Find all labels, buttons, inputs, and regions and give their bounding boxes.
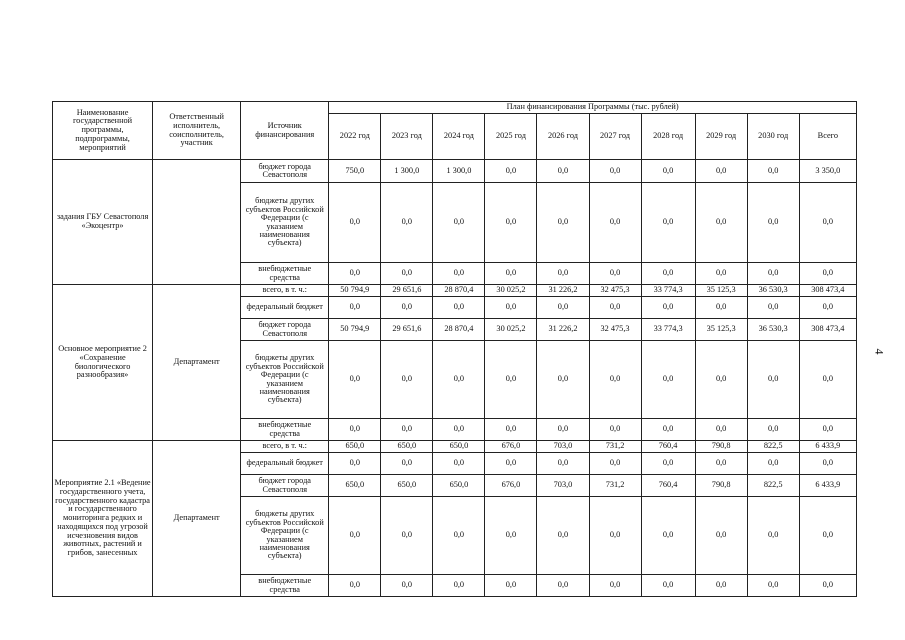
value-cell: 0,0 (381, 183, 433, 263)
value-cell: 30 025,2 (485, 319, 537, 341)
value-cell: 33 774,3 (641, 285, 695, 297)
header-year: 2022 год (329, 114, 381, 160)
value-cell: 0,0 (641, 341, 695, 419)
value-cell: 0,0 (433, 263, 485, 285)
value-cell: 0,0 (329, 575, 381, 597)
value-cell: 0,0 (485, 263, 537, 285)
total-cell: 6 433,9 (799, 475, 856, 497)
value-cell: 0,0 (433, 419, 485, 441)
header-responsible: Ответственный исполнитель, соисполнитель, участник (153, 102, 241, 160)
value-cell: 676,0 (485, 441, 537, 453)
value-cell: 0,0 (641, 160, 695, 183)
value-cell: 0,0 (589, 263, 641, 285)
total-cell: 308 473,4 (799, 319, 856, 341)
value-cell: 0,0 (381, 497, 433, 575)
value-cell: 650,0 (381, 441, 433, 453)
value-cell: 731,2 (589, 441, 641, 453)
value-cell: 0,0 (485, 160, 537, 183)
value-cell: 0,0 (589, 160, 641, 183)
value-cell: 760,4 (641, 475, 695, 497)
value-cell: 0,0 (589, 183, 641, 263)
total-cell: 0,0 (799, 263, 856, 285)
value-cell: 0,0 (641, 183, 695, 263)
value-cell: 0,0 (747, 160, 799, 183)
value-cell: 0,0 (589, 341, 641, 419)
value-cell: 0,0 (537, 263, 589, 285)
total-cell: 0,0 (799, 497, 856, 575)
value-cell: 0,0 (537, 183, 589, 263)
value-cell: 0,0 (641, 419, 695, 441)
value-cell: 0,0 (747, 453, 799, 475)
header-year: 2027 год (589, 114, 641, 160)
value-cell: 0,0 (747, 341, 799, 419)
value-cell: 0,0 (381, 263, 433, 285)
value-cell: 0,0 (329, 453, 381, 475)
value-cell: 0,0 (695, 497, 747, 575)
value-cell: 32 475,3 (589, 285, 641, 297)
value-cell: 0,0 (329, 419, 381, 441)
value-cell: 676,0 (485, 475, 537, 497)
value-cell: 0,0 (433, 497, 485, 575)
value-cell: 0,0 (695, 297, 747, 319)
total-cell: 6 433,9 (799, 441, 856, 453)
total-cell: 0,0 (799, 575, 856, 597)
value-cell: 35 125,3 (695, 285, 747, 297)
header-year: 2023 год (381, 114, 433, 160)
value-cell: 731,2 (589, 475, 641, 497)
value-cell: 35 125,3 (695, 319, 747, 341)
header-year: 2026 год (537, 114, 589, 160)
source-cell: федеральный бюджет (241, 453, 329, 475)
value-cell: 0,0 (537, 497, 589, 575)
value-cell: 29 651,6 (381, 319, 433, 341)
total-cell: 308 473,4 (799, 285, 856, 297)
value-cell: 0,0 (747, 297, 799, 319)
value-cell: 0,0 (433, 341, 485, 419)
total-cell: 3 350,0 (799, 160, 856, 183)
value-cell: 0,0 (589, 497, 641, 575)
program-name: задания ГБУ Севастополя «Экоцентр» (53, 160, 153, 285)
value-cell: 1 300,0 (433, 160, 485, 183)
source-cell: всего, в т. ч.: (241, 285, 329, 297)
value-cell: 703,0 (537, 475, 589, 497)
value-cell: 0,0 (695, 453, 747, 475)
value-cell: 0,0 (329, 183, 381, 263)
source-cell: внебюджетные средства (241, 419, 329, 441)
source-cell: бюджеты других субъектов Российской Федерации (с указанием наименования субъекта) (241, 341, 329, 419)
value-cell: 650,0 (381, 475, 433, 497)
source-cell: бюджеты других субъектов Российской Федерации (с указанием наименования субъекта) (241, 183, 329, 263)
source-cell: федеральный бюджет (241, 297, 329, 319)
value-cell: 0,0 (589, 297, 641, 319)
table-row (53, 160, 857, 183)
value-cell: 0,0 (695, 419, 747, 441)
value-cell: 50 794,9 (329, 319, 381, 341)
value-cell: 0,0 (329, 297, 381, 319)
value-cell: 0,0 (641, 575, 695, 597)
source-cell: бюджет города Севастополя (241, 319, 329, 341)
value-cell: 0,0 (485, 341, 537, 419)
responsible-cell (153, 160, 241, 285)
value-cell: 650,0 (329, 475, 381, 497)
responsible-cell: Департамент (153, 441, 241, 597)
program-name: Основное мероприятие 2 «Сохранение биологического разнообразия» (53, 285, 153, 441)
value-cell: 650,0 (433, 441, 485, 453)
value-cell: 0,0 (747, 263, 799, 285)
value-cell: 0,0 (433, 297, 485, 319)
total-cell: 0,0 (799, 297, 856, 319)
value-cell: 703,0 (537, 441, 589, 453)
value-cell: 790,8 (695, 441, 747, 453)
header-year: 2024 год (433, 114, 485, 160)
value-cell: 0,0 (485, 183, 537, 263)
value-cell: 750,0 (329, 160, 381, 183)
value-cell: 0,0 (329, 263, 381, 285)
value-cell: 0,0 (589, 419, 641, 441)
value-cell: 31 226,2 (537, 285, 589, 297)
value-cell: 0,0 (695, 160, 747, 183)
value-cell: 0,0 (485, 453, 537, 475)
header-plan: План финансирования Программы (тыс. рублей) (329, 102, 857, 114)
value-cell: 822,5 (747, 475, 799, 497)
value-cell: 0,0 (747, 575, 799, 597)
value-cell: 0,0 (329, 497, 381, 575)
value-cell: 0,0 (537, 341, 589, 419)
program-name: Мероприятие 2.1 «Ведение государственного учета, государственного кадастра и государственного мониторинга редких и находящихся под угрозой исчезновения видов животных, растений и грибов, занесенных (53, 441, 153, 597)
header-year: 2025 год (485, 114, 537, 160)
total-cell: 0,0 (799, 341, 856, 419)
value-cell: 0,0 (589, 575, 641, 597)
value-cell: 36 530,3 (747, 319, 799, 341)
source-cell: бюджеты других субъектов Российской Федерации (с указанием наименования субъекта) (241, 497, 329, 575)
value-cell: 0,0 (381, 453, 433, 475)
value-cell: 32 475,3 (589, 319, 641, 341)
value-cell: 0,0 (329, 341, 381, 419)
value-cell: 0,0 (695, 341, 747, 419)
header-year: 2028 год (641, 114, 695, 160)
value-cell: 36 530,3 (747, 285, 799, 297)
value-cell: 1 300,0 (381, 160, 433, 183)
source-cell: бюджет города Севастополя (241, 160, 329, 183)
header-year: 2029 год (695, 114, 747, 160)
value-cell: 0,0 (381, 575, 433, 597)
value-cell: 0,0 (641, 297, 695, 319)
value-cell: 0,0 (641, 263, 695, 285)
table-header (53, 102, 857, 160)
value-cell: 0,0 (381, 341, 433, 419)
value-cell: 0,0 (695, 575, 747, 597)
value-cell: 0,0 (747, 497, 799, 575)
source-cell: всего, в т. ч.: (241, 441, 329, 453)
value-cell: 0,0 (537, 297, 589, 319)
value-cell: 0,0 (747, 183, 799, 263)
value-cell: 0,0 (537, 419, 589, 441)
value-cell: 0,0 (485, 419, 537, 441)
source-cell: бюджет города Севастополя (241, 475, 329, 497)
total-cell: 0,0 (799, 183, 856, 263)
source-cell: внебюджетные средства (241, 575, 329, 597)
value-cell: 0,0 (485, 497, 537, 575)
responsible-cell: Департамент (153, 285, 241, 441)
value-cell: 31 226,2 (537, 319, 589, 341)
value-cell: 0,0 (641, 497, 695, 575)
value-cell: 0,0 (695, 183, 747, 263)
header-year: 2030 год (747, 114, 799, 160)
value-cell: 29 651,6 (381, 285, 433, 297)
value-cell: 0,0 (537, 160, 589, 183)
value-cell: 28 870,4 (433, 319, 485, 341)
table-body (53, 160, 857, 597)
total-cell: 0,0 (799, 453, 856, 475)
value-cell: 28 870,4 (433, 285, 485, 297)
table-row (53, 441, 857, 453)
header-name: Наименование государственной программы, подпрограммы, мероприятий (53, 102, 153, 160)
value-cell: 822,5 (747, 441, 799, 453)
value-cell: 790,8 (695, 475, 747, 497)
value-cell: 0,0 (641, 453, 695, 475)
value-cell: 0,0 (589, 453, 641, 475)
header-total: Всего (799, 114, 856, 160)
value-cell: 760,4 (641, 441, 695, 453)
value-cell: 0,0 (433, 183, 485, 263)
value-cell: 0,0 (695, 263, 747, 285)
value-cell: 650,0 (433, 475, 485, 497)
value-cell: 0,0 (485, 297, 537, 319)
value-cell: 0,0 (537, 453, 589, 475)
source-cell: внебюджетные средства (241, 263, 329, 285)
value-cell: 650,0 (329, 441, 381, 453)
value-cell: 0,0 (433, 453, 485, 475)
page-number: 4 (872, 348, 887, 355)
value-cell: 0,0 (381, 419, 433, 441)
value-cell: 0,0 (485, 575, 537, 597)
value-cell: 0,0 (537, 575, 589, 597)
value-cell: 33 774,3 (641, 319, 695, 341)
value-cell: 30 025,2 (485, 285, 537, 297)
value-cell: 0,0 (381, 297, 433, 319)
financing-table (52, 101, 857, 597)
table-row (53, 285, 857, 297)
value-cell: 0,0 (747, 419, 799, 441)
total-cell: 0,0 (799, 419, 856, 441)
value-cell: 0,0 (433, 575, 485, 597)
value-cell: 50 794,9 (329, 285, 381, 297)
header-source: Источник финансирования (241, 102, 329, 160)
